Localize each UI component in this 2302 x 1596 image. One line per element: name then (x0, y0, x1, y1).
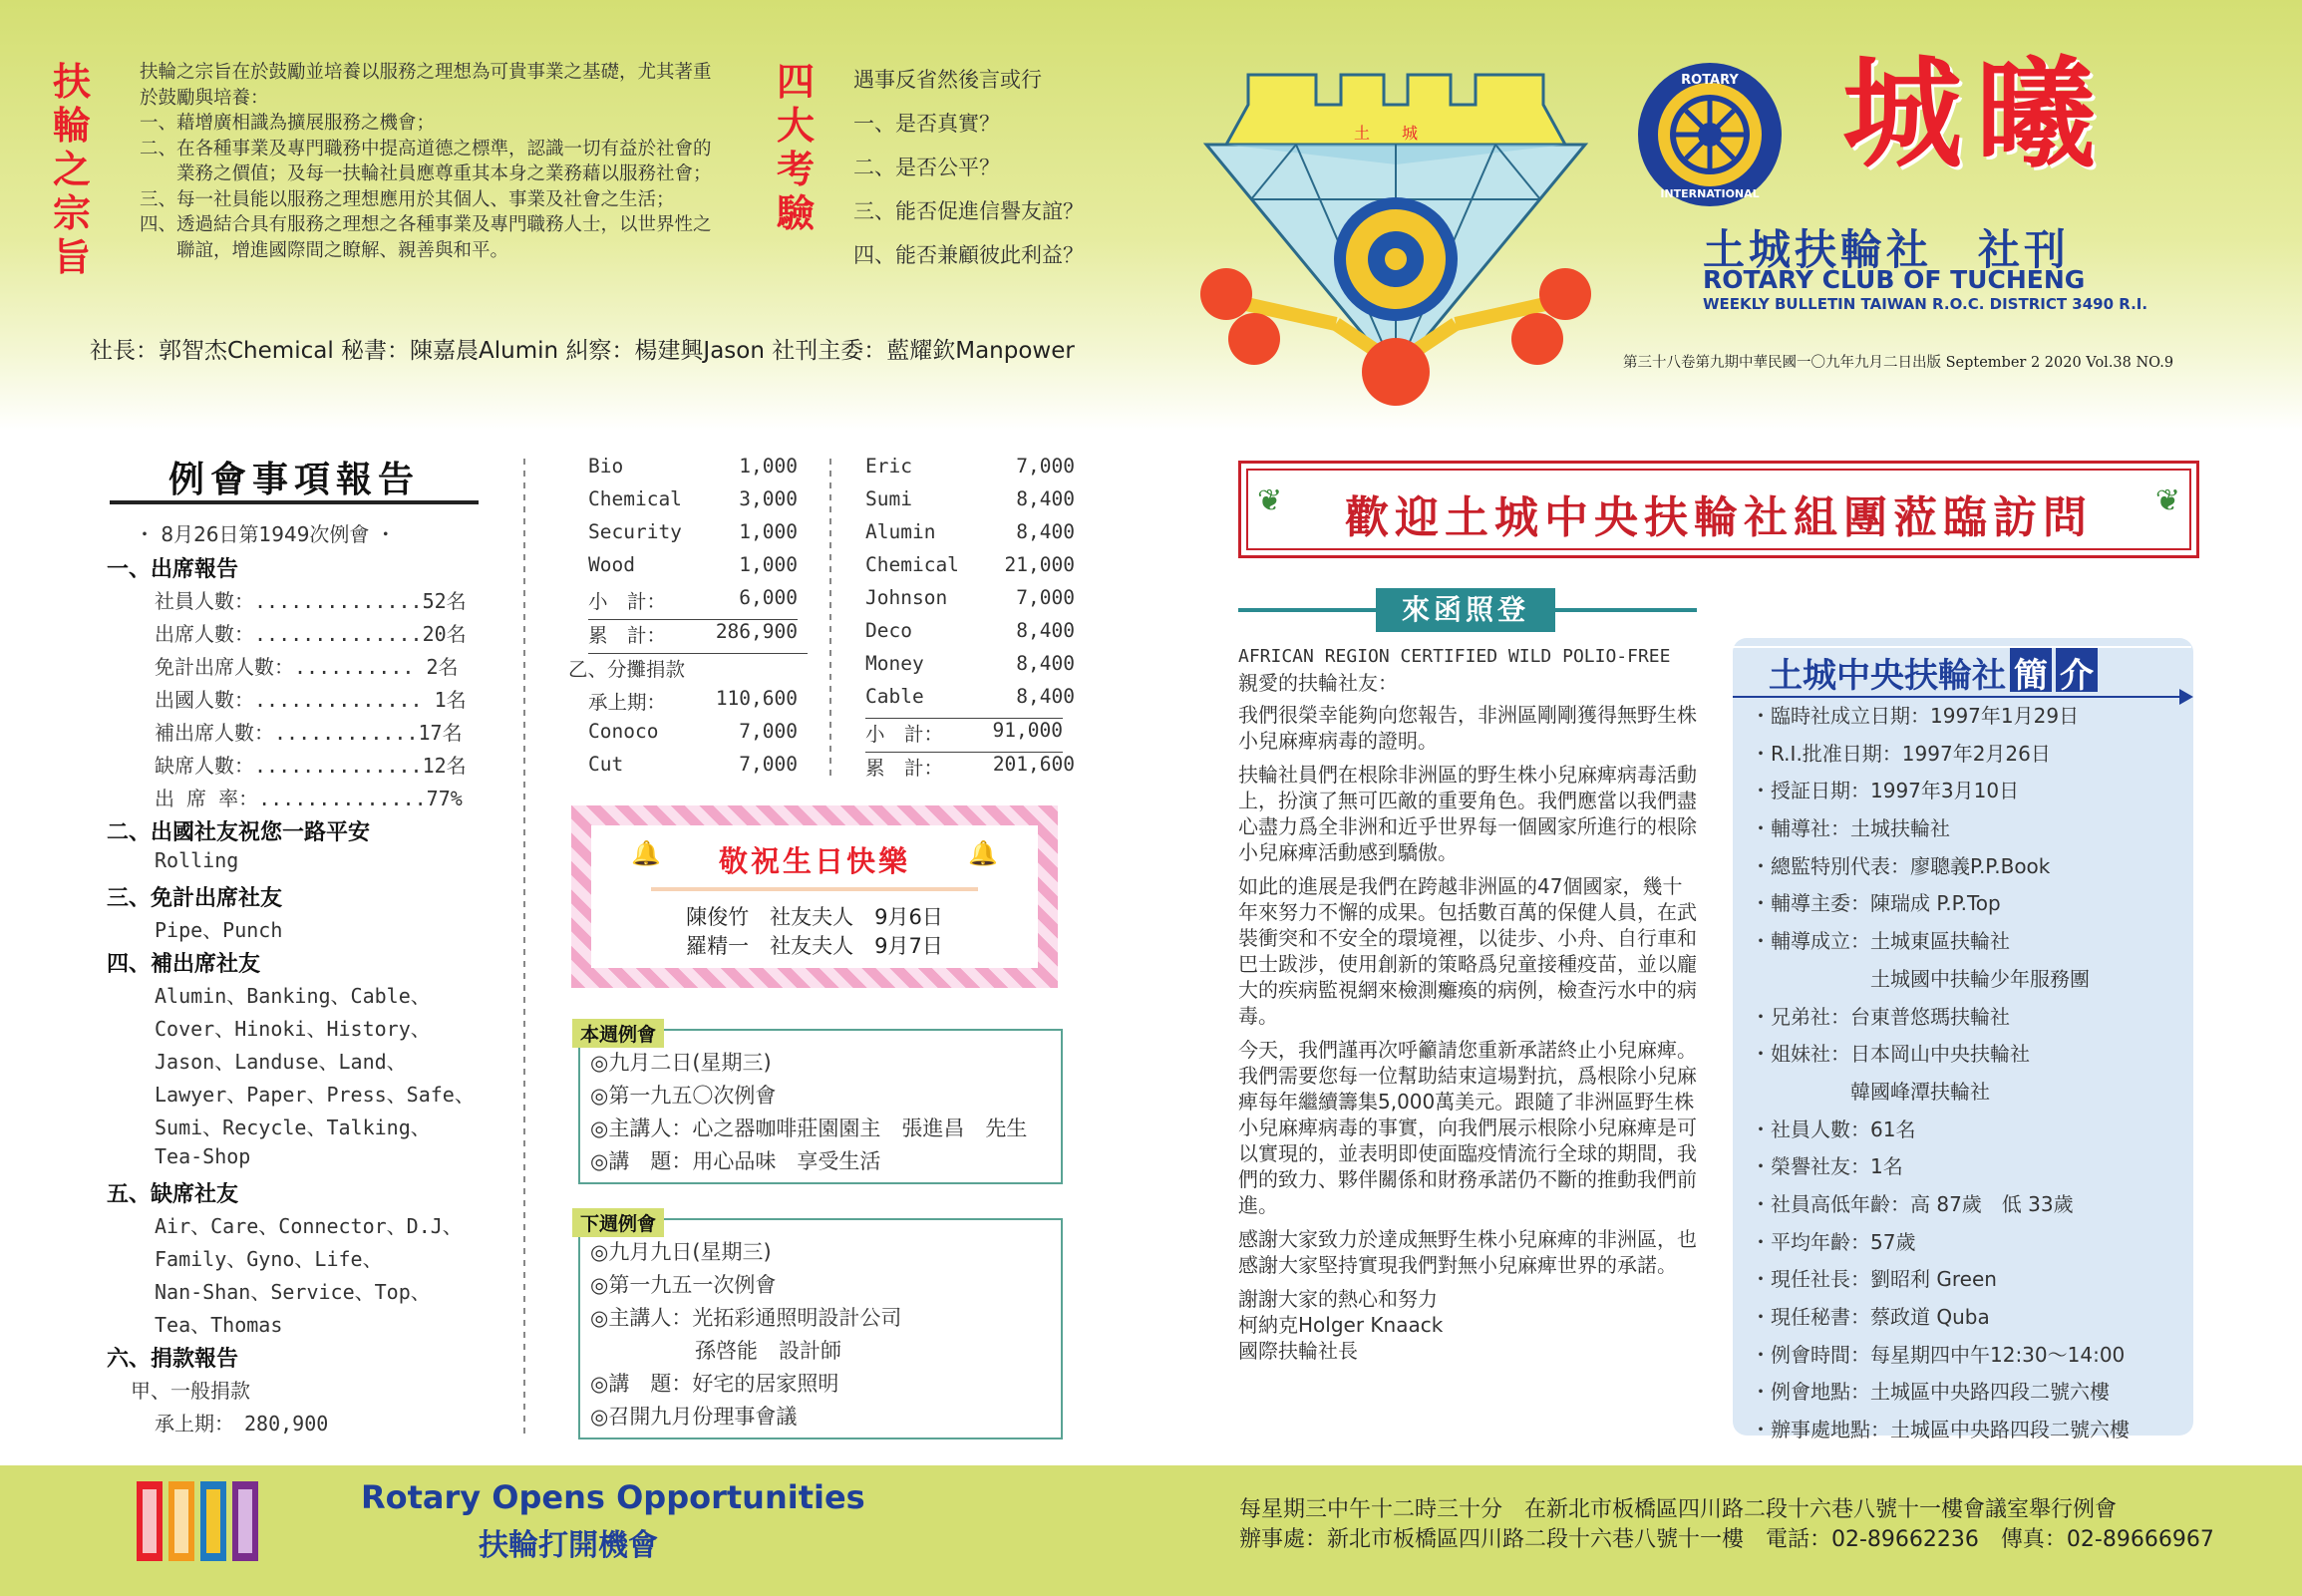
mission-line: 業務之價值；及每一扶輪社員應尊重其本身之業務藉以服務社會； (140, 163, 712, 184)
rotary-international-icon (1635, 60, 1785, 209)
donor-name: Sumi (865, 487, 912, 510)
arrow-right-icon (2179, 689, 2193, 705)
donation-table-right (865, 455, 1075, 786)
intro-line: ・現任社長：劉昭利 Green (1751, 1267, 1997, 1292)
split-carry-value: 110,600 (715, 687, 798, 710)
donation-amount: 7,000 (1016, 455, 1075, 478)
letter-paragraph: 如此的進展是我們在跨越非洲區的47個國家，幾十年來努力不懈的成果。包括數百萬的保健人員，在武裝衝突和不安全的環境裡，以徒步、小舟、自行車和巴士跋涉，使用創新的策略爲兒童接種疫苗，並以龐大的疾病監視網來檢測癱瘓的病例，檢查污水中的病毒。 (1238, 874, 1697, 1028)
makeup-list (107, 980, 475, 1177)
meeting-info: 每星期三中午十二時三十分 在新北市板橋區四川路二段十六巷八號十一樓會議室舉行例會 (1239, 1497, 2118, 1522)
donation-amount: 7,000 (1016, 586, 1075, 609)
split-row (588, 720, 808, 753)
letter-closing-line: 謝謝大家的熱心和努力 (1238, 1287, 1438, 1311)
intro-line: ・平均年齡：57歲 (1751, 1229, 1916, 1254)
this-week-line: ◎第一九五〇次例會 (590, 1084, 777, 1108)
this-week-box (578, 1024, 1063, 1184)
donation-amount: 7,000 (739, 753, 798, 776)
makeup-line: Tea-Shop (155, 1144, 251, 1168)
next-week-line: ◎主講人：光拓彩通照明設計公司 (590, 1306, 902, 1330)
office-info: 辦事處：新北市板橋區四川路二段十六巷八號十一樓 電話：02-89662236 傳真：02-89666967 (1239, 1527, 2214, 1552)
attendance-line: 出 席 率：..............77% (155, 787, 463, 810)
club-subtitle: WEEKLY BULLETIN TAIWAN R.O.C. DISTRICT 3490 R.I. (1703, 295, 2148, 313)
issue-line: 第三十八卷第九期中華民國一〇九年九月二日出版 September 2 2020 Vol.38 NO.9 (1623, 355, 2174, 371)
birthday-list (591, 903, 1038, 961)
attendance-heading: 一、出席報告 (107, 557, 239, 582)
split-carry-label: 承上期： (588, 691, 667, 714)
donor-name: Chemical (865, 553, 959, 576)
letter-closing-line: 國際扶輪社長 (1238, 1339, 1358, 1363)
donor-name: Deco (865, 619, 912, 642)
donation-row (865, 652, 1075, 685)
attendance-line: 出席人數：..............20名 (155, 622, 467, 646)
intro-line: ・臨時社成立日期：1997年1月29日 (1751, 704, 2080, 728)
four-way-test-list (853, 58, 1084, 277)
table-divider (829, 459, 831, 778)
letter-heading: 來函照登 (1376, 588, 1555, 632)
donation-row (588, 553, 808, 586)
welcome-banner (1238, 461, 2199, 558)
subtotal2-value: 91,000 (992, 719, 1063, 742)
intro-line: ・辦事處地點：土城區中央路四段二號六樓 (1751, 1418, 2130, 1442)
intro-line: ・兄弟社：台東普悠瑪扶輪社 (1751, 1004, 2010, 1029)
intro-line: ・輔導社：土城扶輪社 (1751, 816, 1950, 841)
ring-top-text: ROTARY (1681, 73, 1739, 88)
attendance-line: 出國人數：.............. 1名 (155, 688, 467, 712)
letter-greeting: 親愛的扶輪社友： (1238, 671, 1398, 695)
absent-line: Tea、Thomas (155, 1313, 283, 1337)
next-week-line: ◎召開九月份理事會議 (590, 1405, 798, 1429)
donation-amount: 8,400 (1016, 487, 1075, 510)
donor-name: Johnson (865, 586, 948, 609)
letter-paragraph: 我們很榮幸能夠向您報告，非洲區剛剛獲得無野生株小兒麻痺病毒的證明。 (1238, 703, 1697, 753)
next-week-line: ◎講 題：好宅的居家照明 (590, 1372, 839, 1396)
donor-name: Conoco (588, 720, 659, 743)
mission-line: 扶輪之宗旨在於鼓勵並培養以服務之理想為可貴事業之基礎，尤其著重 (140, 62, 712, 83)
holly-icon: ❦ (2154, 483, 2180, 518)
intro-line: ・榮譽社友：1名 (1751, 1154, 1903, 1179)
attendance-line: 免計出席人數：.......... 2名 (155, 655, 459, 679)
carry-value: 280,900 (244, 1412, 329, 1436)
donation-amount: 1,000 (739, 520, 798, 543)
birthday-inner (591, 825, 1038, 968)
donation-amount: 8,400 (1016, 520, 1075, 543)
total2-label: 累 計： (865, 757, 944, 780)
total-row (588, 620, 808, 654)
donor-name: Money (865, 652, 924, 675)
intro-line: ・現任秘書：蔡政道 Quba (1751, 1305, 1990, 1329)
donor-name: Alumin (865, 520, 936, 543)
donor-name: Cable (865, 685, 924, 708)
banner-text: 歡迎土城中央扶輪社組團蒞臨訪問 (1345, 492, 2093, 543)
makeup-line: Sumi、Recycle、Talking、 (155, 1116, 431, 1139)
ring-bottom-text: INTERNATIONAL (1660, 187, 1760, 200)
split-title: 乙、分攤捐款 (568, 658, 686, 681)
carry-label: 承上期： (155, 1412, 224, 1436)
donation-row (865, 586, 1075, 619)
donation-row (865, 553, 1075, 586)
next-week-box (578, 1213, 1063, 1439)
bulletin-title: 城曦 (1842, 44, 2110, 184)
total2-value: 201,600 (992, 753, 1075, 776)
donation-table-left (568, 455, 808, 786)
donation-row (865, 520, 1075, 553)
intro-line: ・社員高低年齡：高 87歲 低 33歲 (1751, 1191, 2074, 1216)
this-week-list (590, 1047, 1027, 1178)
makeup-line: Cover、Hinoki、History、 (155, 1017, 431, 1041)
donation-amount: 8,400 (1016, 652, 1075, 675)
intro-line: ・姐妹社：日本岡山中央扶輪社 (1751, 1042, 2030, 1067)
donation-row (588, 455, 808, 487)
rotary-wheel-icon (1334, 197, 1458, 321)
subtotal-value: 6,000 (739, 586, 798, 609)
mission-line: 一、藉增廣相識為擴展服務之機會； (140, 113, 436, 134)
letter-body (1238, 644, 1699, 1364)
attendance-list (107, 585, 475, 815)
donor-name: Eric (865, 455, 912, 478)
next-week-line: ◎第一九五一次例會 (590, 1273, 777, 1297)
absent-line: Nan-Shan、Service、Top、 (155, 1280, 431, 1304)
makeup-line: Lawyer、Paper、Press、Safe、 (155, 1083, 475, 1107)
test-line: 四、能否兼顧彼此利益？ (853, 243, 1084, 267)
report-body (107, 552, 475, 1440)
birthday-line: 陳俊竹 社友夫人 9月6日 (686, 905, 943, 929)
makeup-line: Alumin、Banking、Cable、 (155, 984, 431, 1008)
this-week-line: ◎講 題：用心品味 享受生活 (590, 1149, 881, 1173)
letter-paragraph: 今天，我們謹再次呼籲請您重新承諾終止小兒麻痺。我們需要您每一位幫助結束這場對抗，爲根除小兒麻痺每年繼續籌集5,000萬美元。跟隨了非洲區野生株小兒麻痺病毒的事實，向我們展示根除小兒麻痺是可以實現的，並表明即使面臨疫情流行全球的期間，我們的致力、夥伴關係和財務承諾仍不斷的推動我們前進。 (1238, 1038, 1697, 1217)
subtotal2-label: 小 計： (865, 723, 944, 746)
test-line: 三、能否促進信譽友誼？ (853, 199, 1084, 223)
test-line: 一、是否真實？ (853, 112, 1000, 136)
mission-line: 於鼓勵與培養： (140, 87, 269, 109)
split-row (588, 753, 808, 786)
report-title-rule (110, 500, 479, 504)
subtotal2-row (865, 718, 1063, 753)
general-donation-label: 甲、一般捐款 (131, 1379, 250, 1403)
next-week-tag: 下週例會 (572, 1208, 664, 1237)
intro-top-rule (1733, 646, 2191, 648)
donation-heading: 六、捐款報告 (107, 1347, 239, 1372)
test-line: 遇事反省然後言或行 (853, 68, 1042, 92)
letter-paragraph: 扶輪社員們在根除非洲區的野生株小兒麻痺病毒活動上，扮演了無可匹敵的重要角色。我們應當以我們盡心盡力爲全非洲和近乎世界每一個國家所進行的根除小兒麻痺活動感到驕傲。 (1238, 763, 1697, 864)
absent-heading: 五、缺席社友 (107, 1182, 239, 1207)
mission-line: 三、每一社員能以服務之理想應用於其個人、事業及社會之生活； (140, 188, 675, 210)
slogan-en: Rotary Opens Opportunities (361, 1478, 865, 1516)
donation-row (865, 455, 1075, 487)
report-title: 例會事項報告 (167, 460, 420, 500)
absent-line: Family、Gyno、Life、 (155, 1247, 383, 1271)
birthday-box (571, 805, 1058, 988)
intro-title (1769, 648, 2098, 697)
intro-line: ・例會地點：土城區中央路四段二號六樓 (1751, 1380, 2110, 1405)
attendance-line: 社員人數：..............52名 (155, 589, 467, 613)
four-way-test-title: 四大考驗 (776, 60, 815, 235)
donation-amount: 8,400 (1016, 685, 1075, 708)
letter-closing-line: 柯納克Holger Knaack (1238, 1313, 1444, 1337)
letter-paragraph: 感謝大家致力於達成無野生株小兒麻痺的非洲區，也感謝大家堅持實現我們對無小兒麻痺世界的承諾。 (1238, 1227, 1697, 1277)
this-week-line: ◎九月二日(星期三) (590, 1051, 772, 1075)
intro-panel (1733, 638, 2193, 1442)
donor-name: Wood (588, 553, 635, 576)
this-week-line: ◎主講人：心之器咖啡莊園園主 張進昌 先生 (590, 1117, 1028, 1140)
mission-line: 聯誼，增進國際間之瞭解、親善與和平。 (140, 239, 509, 261)
donation-amount: 21,000 (1004, 553, 1075, 576)
farewell-names: Rolling (155, 848, 239, 872)
intro-line: ・例會時間：每星期四中午12:30～14:00 (1751, 1342, 2126, 1367)
intro-line: ・社員人數：61名 (1751, 1117, 1916, 1141)
intro-list (1751, 700, 2130, 1451)
meeting-date: ・ 8月26日第1949次例會 ・ (135, 522, 396, 546)
donation-row (865, 619, 1075, 652)
intro-arrow-line (1733, 696, 2181, 698)
next-week-list (590, 1236, 901, 1434)
donation-row (588, 487, 808, 520)
donor-name: Bio (588, 455, 624, 478)
makeup-heading: 四、補出席社友 (107, 952, 261, 977)
absent-list (107, 1210, 475, 1342)
attendance-line: 補出席人數：............17名 (155, 721, 463, 745)
carry-forward-row (107, 1408, 475, 1440)
donation-amount: 3,000 (739, 487, 798, 510)
intro-title-box: 簡 (2010, 648, 2052, 692)
total2-row (865, 753, 1075, 786)
mission-title: 扶輪之宗旨 (52, 60, 91, 279)
birthday-rule (651, 887, 978, 891)
logo-tag-text: 土 城 (1353, 124, 1419, 143)
donation-amount: 7,000 (739, 720, 798, 743)
donor-name: Cut (588, 753, 624, 776)
bell-icon: 🔔 (968, 839, 998, 867)
makeup-line: Jason、Landuse、Land、 (155, 1050, 407, 1074)
donation-amount: 1,000 (739, 455, 798, 478)
slogan-cn: 扶輪打開機會 (479, 1528, 658, 1563)
excused-names: Pipe、Punch (155, 918, 283, 942)
donation-row (865, 685, 1075, 718)
intro-line: ・總監特別代表：廖聰義P.P.Book (1751, 853, 2051, 878)
split-carry-row (588, 687, 808, 720)
intro-line: ・輔導成立：土城東區扶輪社 (1751, 929, 2010, 954)
opportunity-doors-icon (135, 1475, 260, 1567)
farewell-heading: 二、出國社友祝您一路平安 (107, 820, 371, 845)
birthday-line: 羅精一 社友夫人 9月7日 (686, 934, 943, 958)
letter-title-en: AFRICAN REGION CERTIFIED WILD POLIO-FREE (1238, 646, 1671, 667)
donation-row (588, 520, 808, 553)
donation-amount: 1,000 (739, 553, 798, 576)
attendance-line: 缺席人數：..............12名 (155, 754, 467, 778)
birthday-title: 敬祝生日快樂 (718, 844, 910, 878)
mission-line: 二、在各種事業及專門職務中提高道德之標準，認識一切有益於社會的 (140, 138, 712, 160)
donor-name: Security (588, 520, 682, 543)
absent-line: Air、Care、Connector、D.J、 (155, 1214, 463, 1238)
intro-line: 韓國峰潭扶輪社 (1751, 1079, 1990, 1104)
intro-line: ・R.I.批准日期：1997年2月26日 (1751, 741, 2051, 766)
club-diamond-logo (1176, 55, 1615, 414)
donor-name: Chemical (588, 487, 682, 510)
subtotal-row (588, 586, 798, 620)
mission-text (140, 60, 712, 263)
donation-amount: 8,400 (1016, 619, 1075, 642)
subtotal-label: 小 計： (588, 590, 667, 613)
total-label: 累 計： (588, 624, 667, 647)
intro-line: ・輔導主委：陳瑞成 P.P.Top (1751, 891, 2001, 916)
this-week-tag: 本週例會 (572, 1019, 664, 1048)
mission-line: 四、透過結合具有服務之理想之各種事業及專門職務人士，以世界性之 (140, 214, 712, 235)
total-value: 286,900 (715, 620, 798, 643)
excused-heading: 三、免計出席社友 (107, 886, 283, 911)
next-week-line: ◎九月九日(星期三) (590, 1240, 772, 1264)
intro-line: 土城國中扶輪少年服務團 (1751, 966, 2090, 991)
test-line: 二、是否公平？ (853, 156, 1000, 179)
next-week-line: 孫啓能 設計師 (590, 1339, 841, 1363)
intro-line: ・授証日期：1997年3月10日 (1751, 779, 2020, 803)
intro-title-box: 介 (2056, 648, 2098, 692)
club-name-cn: 土城扶輪社 社刊 (1703, 225, 2071, 274)
officers-line: 社長：郭智杰Chemical 秘書：陳嘉晨Alumin 糾察：楊建興Jason 社刊主委：藍耀欽Manpower (90, 338, 1075, 364)
donation-row (865, 487, 1075, 520)
column-divider (523, 459, 525, 1436)
holly-icon: ❦ (1257, 483, 1283, 518)
intro-title-text: 土城中央扶輪社 (1769, 656, 2006, 696)
club-name-en: ROTARY CLUB OF TUCHENG (1703, 265, 2086, 294)
bell-icon: 🔔 (631, 839, 661, 867)
